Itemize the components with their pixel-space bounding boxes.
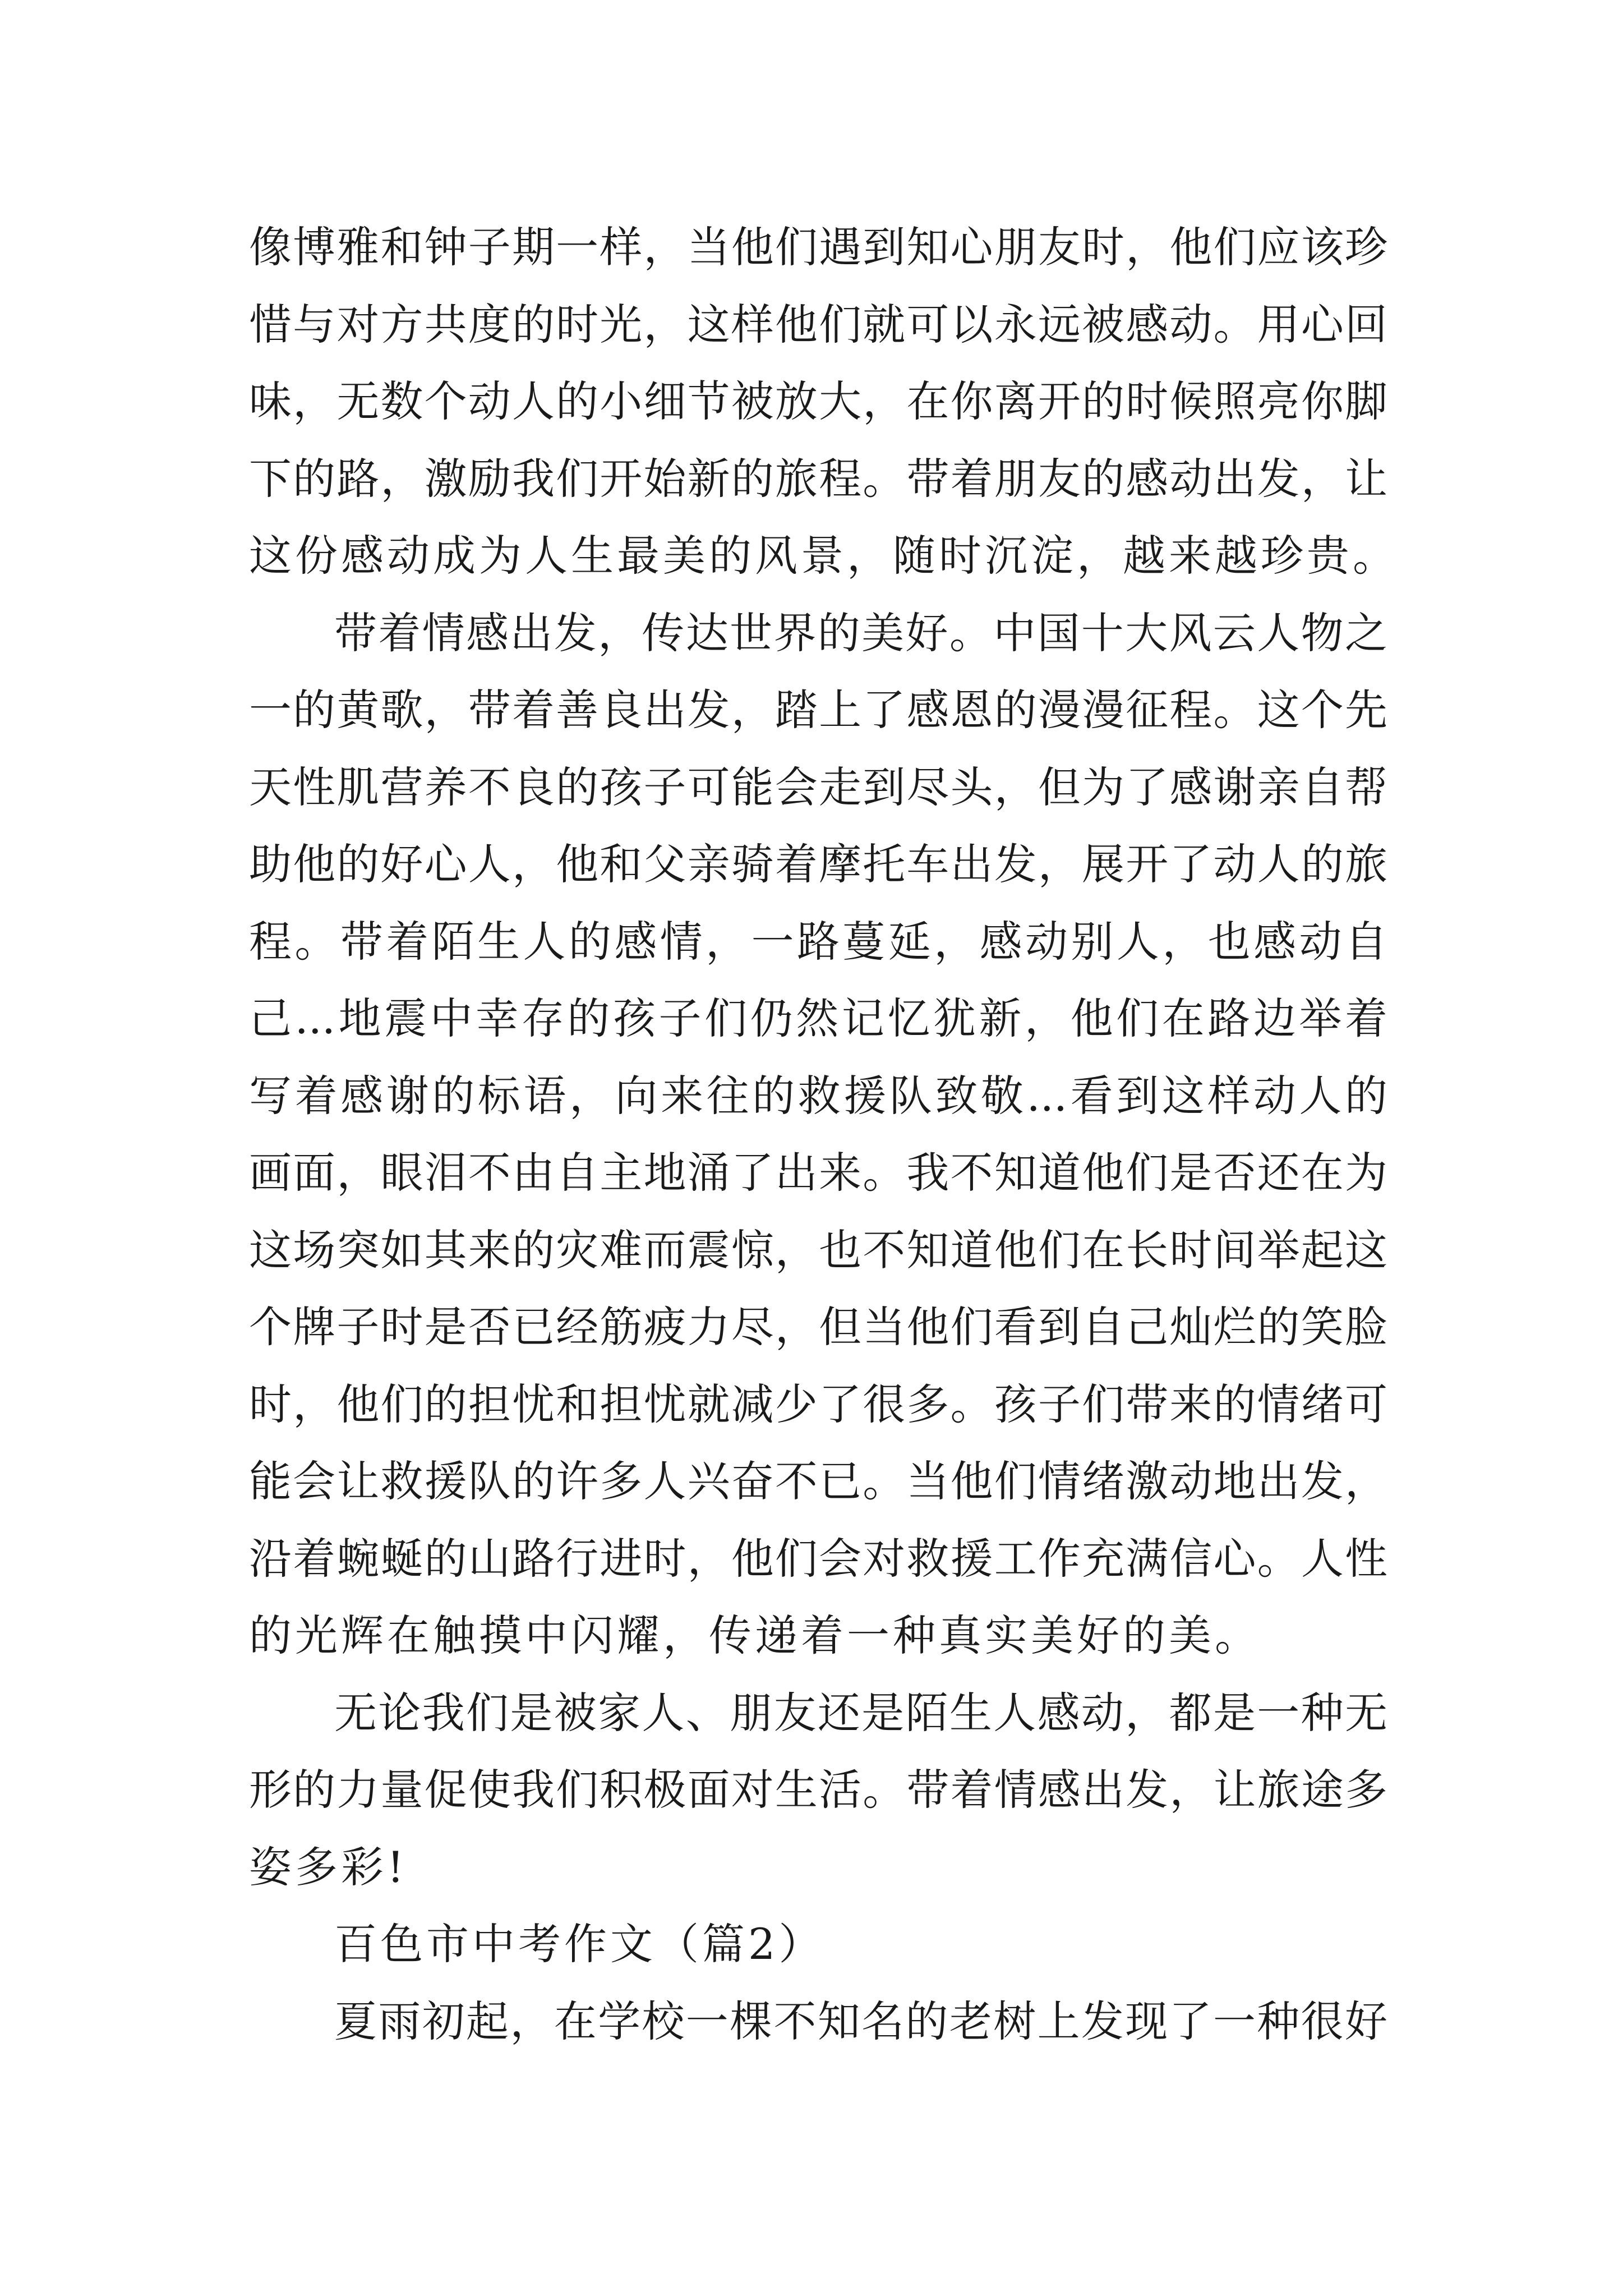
text-line-15: 个牌子时是否已经筋疲力尽，但当他们看到自己灿烂的笑脸	[249, 1302, 1387, 1352]
text-line-5: 这份感动成为人生最美的风景，随时沉淀，越来越珍贵。	[249, 531, 1399, 581]
text-line-24: 夏雨初起，在学校一棵不知名的老树上发现了一种很好	[334, 1996, 1387, 2046]
text-line-16: 时，他们的担忧和担忧就减少了很多。孩子们带来的情绪可	[249, 1379, 1387, 1429]
text-line-3: 味，无数个动人的小细节被放大，在你离开的时候照亮你脚	[249, 376, 1387, 426]
text-line-4: 下的路，激励我们开始新的旅程。带着朋友的感动出发，让	[249, 453, 1387, 504]
text-line-9: 助他的好心人，他和父亲骑着摩托车出发，展开了动人的旅	[249, 839, 1387, 889]
text-line-2: 惜与对方共度的时光，这样他们就可以永远被感动。用心回	[249, 299, 1387, 349]
text-line-17: 能会让救援队的许多人兴奋不已。当他们情绪激动地出发，	[249, 1456, 1387, 1506]
text-line-14: 这场突如其来的灾难而震惊，也不知道他们在长时间举起这	[249, 1225, 1387, 1275]
essay-text-block	[249, 209, 1399, 2060]
text-line-21: 形的力量促使我们积极面对生活。带着情感出发，让旅途多	[249, 1765, 1387, 1815]
section-heading: 百色市中考作文（篇2）	[334, 1919, 825, 1969]
text-line-8: 天性肌营养不良的孩子可能会走到尽头，但为了感谢亲自帮	[249, 762, 1387, 812]
text-line-22: 姿多彩!	[249, 1842, 408, 1892]
text-line-1: 像博雅和钟子期一样，当他们遇到知心朋友时，他们应该珍	[249, 222, 1387, 272]
text-line-19: 的光辉在触摸中闪耀，传递着一种真实美好的美。	[249, 1611, 1261, 1660]
text-line-18: 沿着蜿蜒的山路行进时，他们会对救援工作充满信心。人性	[249, 1533, 1387, 1584]
text-line-12: 写着感谢的标语，向来往的救援队致敬...看到这样动人的	[249, 1070, 1387, 1121]
text-line-6: 带着情感出发，传达世界的美好。中国十大风云人物之	[334, 608, 1387, 658]
text-line-13: 画面，眼泪不由自主地涌了出来。我不知道他们是否还在为	[249, 1148, 1387, 1198]
text-line-11: 己...地震中幸存的孩子们仍然记忆犹新，他们在路边举着	[249, 993, 1387, 1043]
text-line-7: 一的黄歌，带着善良出发，踏上了感恩的漫漫征程。这个先	[249, 685, 1387, 735]
text-line-20: 无论我们是被家人、朋友还是陌生人感动，都是一种无	[334, 1687, 1387, 1738]
text-line-10: 程。带着陌生人的感情，一路蔓延，感动别人，也感动自	[249, 916, 1387, 967]
